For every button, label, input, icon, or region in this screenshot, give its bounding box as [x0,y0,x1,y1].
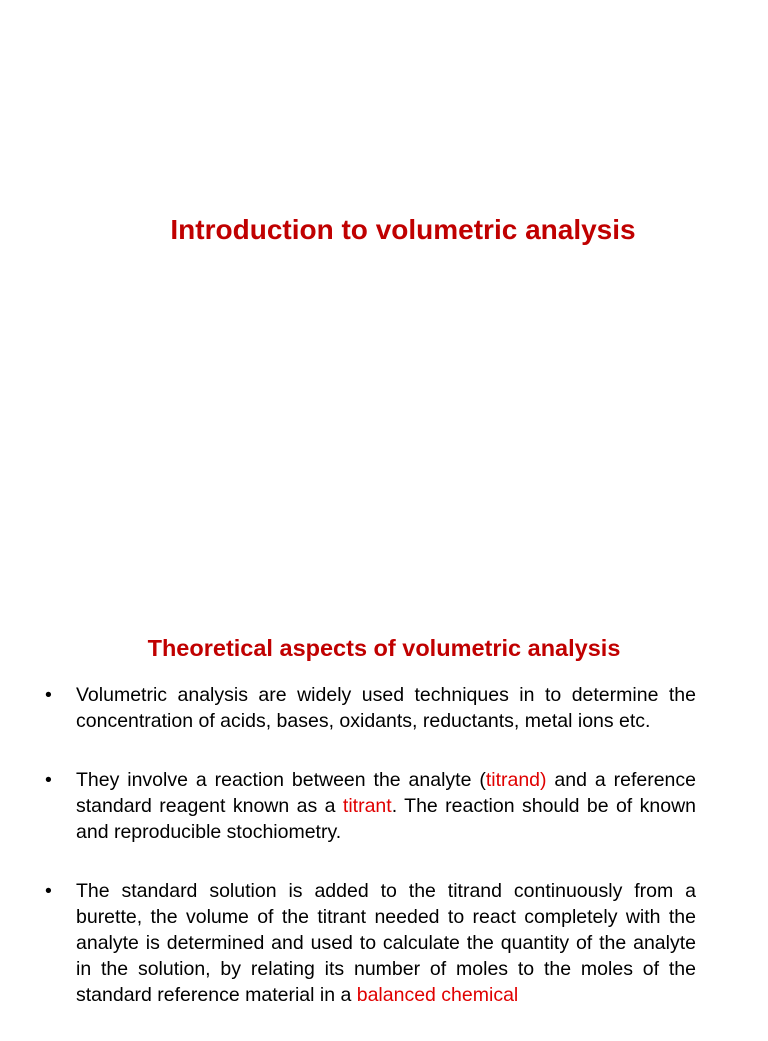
text-segment: They involve a reaction between the analyte ( [76,769,486,791]
text-segment: . The reaction should be of known and reproducible stochiometry. [76,795,696,843]
list-item [0,878,768,1008]
bullet-text [76,878,696,1008]
slide-title: Introduction to volumetric analysis [170,214,636,245]
bullet-icon: • [45,880,52,902]
text-segment: The standard solution is added to the titrand continuously from a burette, the volume of the titrant needed to react completely with the analyte is determined and used to calculate the quantity of the analyte in the solution, by relating its number of moles to the moles of the standard reference material in a [76,880,696,1006]
bullet-text [76,767,696,845]
text-segment: and a reference standard reagent known as a [76,769,696,817]
list-item [0,682,768,734]
term-highlight-titrand: titrand) [485,769,547,791]
list-item [0,767,768,845]
bullet-list [0,682,768,1041]
bullet-icon: • [45,769,52,791]
bullet-icon: • [45,684,52,706]
term-highlight-titrant: titrant [342,795,392,817]
term-highlight-balanced-chemical: balanced chemical [356,984,519,1006]
section-heading: Theoretical aspects of volumetric analysis [147,635,621,661]
bullet-text: Volumetric analysis are widely used techniques in to determine the concentration of acids, bases, oxidants, reductants, metal ions etc. [76,684,696,732]
